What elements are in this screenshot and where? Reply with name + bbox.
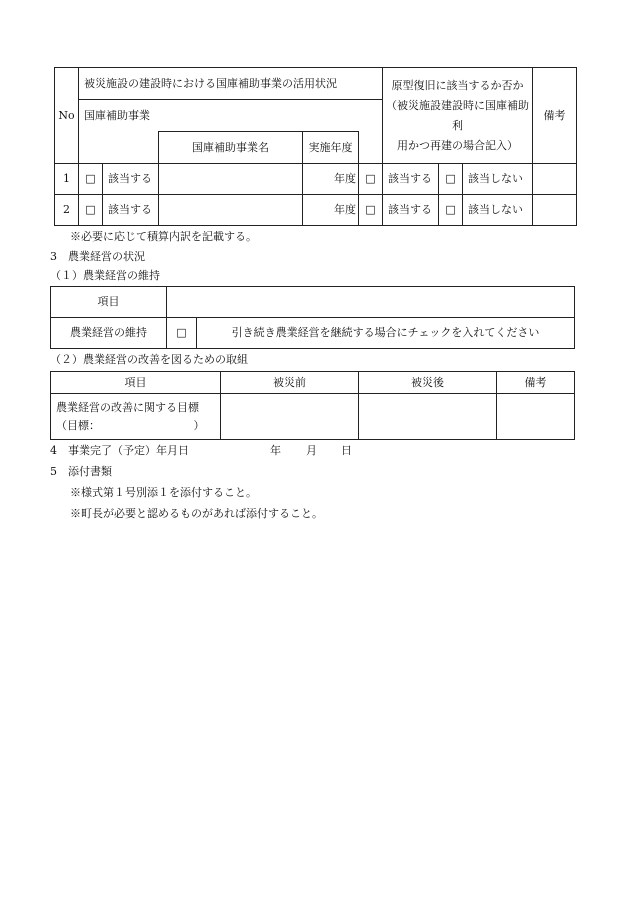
blank-cell xyxy=(79,132,159,164)
applies-checkbox[interactable]: □ xyxy=(79,164,103,195)
section4-title: 4 事業完了（予定）年月日 xyxy=(50,444,189,457)
continue-checkbox[interactable]: □ xyxy=(167,318,197,349)
t3-row-label-line1: 農業経営の改善に関する目標 xyxy=(56,400,199,414)
section3-sub2: （２）農業経営の改善を図るための取組 xyxy=(50,353,248,366)
attachment-note1: ※様式第１号別添１を添付すること。 xyxy=(70,486,257,499)
project-name-cell[interactable] xyxy=(159,164,303,195)
project-name-cell[interactable] xyxy=(159,195,303,226)
restore-header-line3: 用かつ再建の場合記入） xyxy=(397,138,519,152)
restore-applies-checkbox[interactable]: □ xyxy=(359,164,383,195)
table-row xyxy=(55,195,577,226)
t2-blank xyxy=(167,287,575,318)
applies-label: 該当する xyxy=(103,195,159,226)
continue-text: 引き続き農業経営を継続する場合にチェックを入れてください xyxy=(197,318,575,349)
t3-row-label-line2: （目標： ） xyxy=(56,418,205,432)
remarks-cell[interactable] xyxy=(533,164,577,195)
year-cell[interactable]: 年度 xyxy=(303,164,359,195)
restore-applies-checkbox[interactable]: □ xyxy=(359,195,383,226)
t3-remarks-cell[interactable] xyxy=(497,394,575,440)
restore-applies-label: 該当する xyxy=(383,195,439,226)
t3-after-header: 被災後 xyxy=(359,372,497,394)
year-header: 実施年度 xyxy=(303,132,359,164)
applies-checkbox[interactable]: □ xyxy=(79,195,103,226)
t3-remarks-header: 備考 xyxy=(497,372,575,394)
restore-not-applies-label: 該当しない xyxy=(463,164,533,195)
restore-not-applies-label: 該当しない xyxy=(463,195,533,226)
completion-day: 日 xyxy=(341,444,352,457)
restore-header-line2: （被災施設建設時に国庫補助利 xyxy=(386,98,530,132)
restore-applies-label: 該当する xyxy=(383,164,439,195)
subsidy-usage-table xyxy=(54,67,577,226)
section3-sub1: （１）農業経営の維持 xyxy=(50,269,160,282)
after-cell[interactable] xyxy=(359,394,497,440)
farm-continuation-table xyxy=(50,286,575,349)
completion-year: 年 xyxy=(270,444,281,457)
usage-header: 被災施設の建設時における国庫補助事業の活用状況 xyxy=(79,68,383,100)
restore-not-applies-checkbox[interactable]: □ xyxy=(439,164,463,195)
table-row xyxy=(55,164,577,195)
section3-title: 3 農業経営の状況 xyxy=(50,250,145,263)
attachment-note2: ※町長が必要と認めるものがあれば添付すること。 xyxy=(70,507,323,520)
row-no: 1 xyxy=(55,164,79,195)
row-no: 2 xyxy=(55,195,79,226)
before-cell[interactable] xyxy=(221,394,359,440)
improvement-table xyxy=(50,371,575,440)
year-cell[interactable]: 年度 xyxy=(303,195,359,226)
restore-header-line1: 原型復旧に該当するか否か xyxy=(391,78,524,92)
restore-not-applies-checkbox[interactable]: □ xyxy=(439,195,463,226)
subsidy-label: 国庫補助事業 xyxy=(79,100,383,132)
remarks-header: 備考 xyxy=(533,68,577,164)
completion-month: 月 xyxy=(306,444,317,457)
col-no-header: No xyxy=(55,68,79,164)
t3-before-header: 被災前 xyxy=(221,372,359,394)
table1-note: ※必要に応じて積算内訳を記載する。 xyxy=(70,230,257,243)
t3-row-label xyxy=(51,394,221,440)
restore-header xyxy=(383,68,533,164)
applies-label: 該当する xyxy=(103,164,159,195)
t2-row-label: 農業経営の維持 xyxy=(51,318,167,349)
section5-title: 5 添付書類 xyxy=(50,465,112,478)
project-name-header: 国庫補助事業名 xyxy=(159,132,303,164)
remarks-cell[interactable] xyxy=(533,195,577,226)
t3-item-header: 項目 xyxy=(51,372,221,394)
t2-item-header: 項目 xyxy=(51,287,167,318)
